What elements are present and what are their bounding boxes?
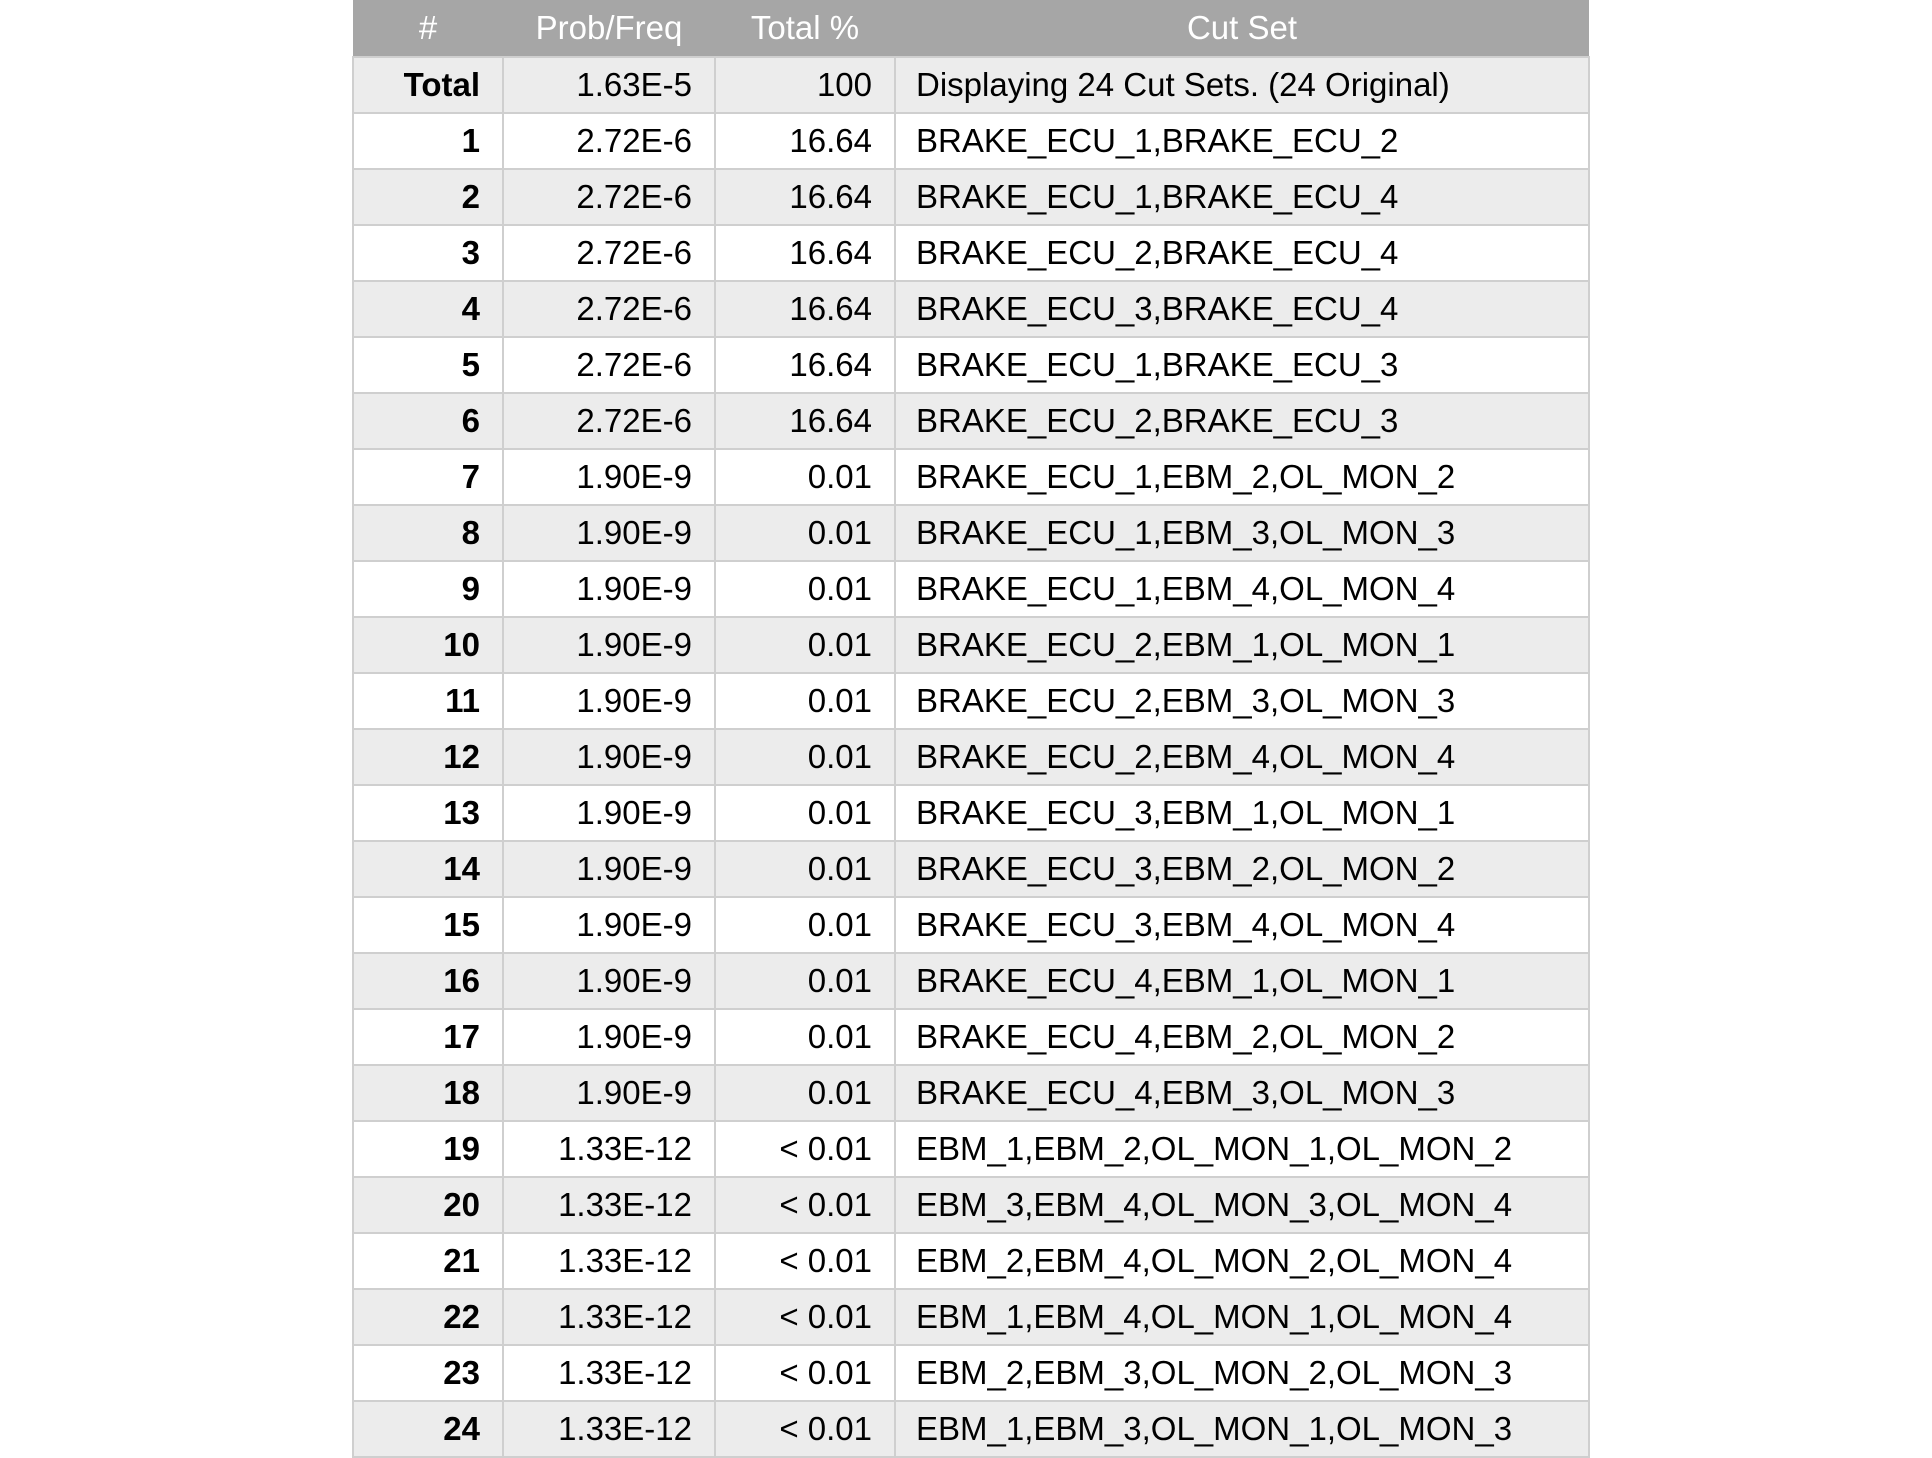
row-number: 14 [353, 841, 503, 897]
row-prob-freq: 2.72E-6 [503, 393, 715, 449]
row-cut-set: BRAKE_ECU_1,EBM_3,OL_MON_3 [895, 505, 1589, 561]
row-total-percent: 0.01 [715, 1065, 895, 1121]
table-row[interactable] [353, 1289, 1589, 1345]
table-row[interactable] [353, 785, 1589, 841]
row-total-percent: 0.01 [715, 1009, 895, 1065]
table-row[interactable] [353, 1345, 1589, 1401]
row-number: 7 [353, 449, 503, 505]
row-cut-set: BRAKE_ECU_3,EBM_4,OL_MON_4 [895, 897, 1589, 953]
row-prob-freq: 1.33E-12 [503, 1289, 715, 1345]
row-total-percent: 0.01 [715, 729, 895, 785]
row-prob-freq: 1.33E-12 [503, 1345, 715, 1401]
row-prob-freq: 1.90E-9 [503, 785, 715, 841]
row-cut-set: EBM_1,EBM_4,OL_MON_1,OL_MON_4 [895, 1289, 1589, 1345]
row-number: 1 [353, 113, 503, 169]
row-total-percent: 100 [715, 57, 895, 113]
row-total-percent: < 0.01 [715, 1289, 895, 1345]
table-row[interactable] [353, 113, 1589, 169]
table-row[interactable] [353, 729, 1589, 785]
row-total-percent: 0.01 [715, 561, 895, 617]
table-row[interactable] [353, 897, 1589, 953]
row-number: 13 [353, 785, 503, 841]
row-total-percent: 16.64 [715, 113, 895, 169]
row-prob-freq: 1.90E-9 [503, 897, 715, 953]
row-prob-freq: 1.63E-5 [503, 57, 715, 113]
row-number: 6 [353, 393, 503, 449]
table-row[interactable] [353, 841, 1589, 897]
row-total-percent: < 0.01 [715, 1345, 895, 1401]
table-row[interactable] [353, 1233, 1589, 1289]
total-row[interactable] [353, 57, 1589, 113]
row-number: 21 [353, 1233, 503, 1289]
row-number: 15 [353, 897, 503, 953]
table-row[interactable] [353, 225, 1589, 281]
row-prob-freq: 2.72E-6 [503, 281, 715, 337]
row-prob-freq: 1.90E-9 [503, 449, 715, 505]
row-total-percent: 0.01 [715, 785, 895, 841]
row-total-percent: 0.01 [715, 673, 895, 729]
row-cut-set: EBM_3,EBM_4,OL_MON_3,OL_MON_4 [895, 1177, 1589, 1233]
row-number: 12 [353, 729, 503, 785]
row-cut-set: BRAKE_ECU_2,BRAKE_ECU_3 [895, 393, 1589, 449]
table-row[interactable] [353, 1177, 1589, 1233]
row-number: Total [353, 57, 503, 113]
row-total-percent: 16.64 [715, 169, 895, 225]
row-cut-set: BRAKE_ECU_3,EBM_2,OL_MON_2 [895, 841, 1589, 897]
table-row[interactable] [353, 561, 1589, 617]
table-row[interactable] [353, 169, 1589, 225]
row-prob-freq: 1.90E-9 [503, 1065, 715, 1121]
row-cut-set: BRAKE_ECU_4,EBM_2,OL_MON_2 [895, 1009, 1589, 1065]
row-cut-set: BRAKE_ECU_1,EBM_4,OL_MON_4 [895, 561, 1589, 617]
header-cut-set[interactable]: Cut Set [895, 0, 1589, 57]
row-cut-set: BRAKE_ECU_1,BRAKE_ECU_4 [895, 169, 1589, 225]
row-number: 19 [353, 1121, 503, 1177]
row-number: 3 [353, 225, 503, 281]
row-cut-set: BRAKE_ECU_1,BRAKE_ECU_3 [895, 337, 1589, 393]
row-number: 9 [353, 561, 503, 617]
row-total-percent: 16.64 [715, 337, 895, 393]
row-cut-set: BRAKE_ECU_4,EBM_3,OL_MON_3 [895, 1065, 1589, 1121]
row-total-percent: < 0.01 [715, 1401, 895, 1457]
row-number: 2 [353, 169, 503, 225]
row-prob-freq: 1.33E-12 [503, 1121, 715, 1177]
row-cut-set: EBM_1,EBM_2,OL_MON_1,OL_MON_2 [895, 1121, 1589, 1177]
table-row[interactable] [353, 617, 1589, 673]
header-prob-freq[interactable]: Prob/Freq [503, 0, 715, 57]
table-row[interactable] [353, 1121, 1589, 1177]
row-cut-set: BRAKE_ECU_1,EBM_2,OL_MON_2 [895, 449, 1589, 505]
row-total-percent: 0.01 [715, 617, 895, 673]
row-prob-freq: 1.33E-12 [503, 1401, 715, 1457]
row-number: 20 [353, 1177, 503, 1233]
table-row[interactable] [353, 673, 1589, 729]
table-row[interactable] [353, 449, 1589, 505]
row-number: 23 [353, 1345, 503, 1401]
row-cut-set: BRAKE_ECU_3,BRAKE_ECU_4 [895, 281, 1589, 337]
row-cut-set: BRAKE_ECU_2,EBM_4,OL_MON_4 [895, 729, 1589, 785]
row-number: 10 [353, 617, 503, 673]
header-row [353, 0, 1589, 57]
row-cut-set: BRAKE_ECU_2,EBM_1,OL_MON_1 [895, 617, 1589, 673]
table-row[interactable] [353, 337, 1589, 393]
row-total-percent: 16.64 [715, 225, 895, 281]
row-number: 22 [353, 1289, 503, 1345]
header-total-percent[interactable]: Total % [715, 0, 895, 57]
row-cut-set: EBM_2,EBM_3,OL_MON_2,OL_MON_3 [895, 1345, 1589, 1401]
table-row[interactable] [353, 1009, 1589, 1065]
row-prob-freq: 1.90E-9 [503, 729, 715, 785]
row-number: 11 [353, 673, 503, 729]
row-prob-freq: 2.72E-6 [503, 169, 715, 225]
table-header [353, 0, 1589, 57]
row-total-percent: < 0.01 [715, 1233, 895, 1289]
row-prob-freq: 1.90E-9 [503, 617, 715, 673]
table-row[interactable] [353, 393, 1589, 449]
row-total-percent: < 0.01 [715, 1177, 895, 1233]
table-row[interactable] [353, 1401, 1589, 1457]
table-body [353, 57, 1589, 1457]
row-prob-freq: 2.72E-6 [503, 337, 715, 393]
row-prob-freq: 1.33E-12 [503, 1233, 715, 1289]
row-prob-freq: 1.90E-9 [503, 953, 715, 1009]
row-number: 5 [353, 337, 503, 393]
row-number: 8 [353, 505, 503, 561]
row-cut-set: BRAKE_ECU_2,EBM_3,OL_MON_3 [895, 673, 1589, 729]
row-cut-set: BRAKE_ECU_2,BRAKE_ECU_4 [895, 225, 1589, 281]
row-cut-set: BRAKE_ECU_3,EBM_1,OL_MON_1 [895, 785, 1589, 841]
row-cut-set: Displaying 24 Cut Sets. (24 Original) [895, 57, 1589, 113]
row-total-percent: 0.01 [715, 897, 895, 953]
row-total-percent: 0.01 [715, 953, 895, 1009]
row-cut-set: EBM_1,EBM_3,OL_MON_1,OL_MON_3 [895, 1401, 1589, 1457]
row-prob-freq: 1.90E-9 [503, 673, 715, 729]
row-total-percent: < 0.01 [715, 1121, 895, 1177]
row-number: 17 [353, 1009, 503, 1065]
row-total-percent: 0.01 [715, 841, 895, 897]
row-cut-set: BRAKE_ECU_1,BRAKE_ECU_2 [895, 113, 1589, 169]
table-row[interactable] [353, 505, 1589, 561]
row-prob-freq: 2.72E-6 [503, 113, 715, 169]
row-number: 24 [353, 1401, 503, 1457]
row-prob-freq: 2.72E-6 [503, 225, 715, 281]
row-prob-freq: 1.90E-9 [503, 561, 715, 617]
row-number: 16 [353, 953, 503, 1009]
row-prob-freq: 1.90E-9 [503, 841, 715, 897]
row-prob-freq: 1.90E-9 [503, 1009, 715, 1065]
cut-sets-table [352, 0, 1590, 1458]
row-cut-set: BRAKE_ECU_4,EBM_1,OL_MON_1 [895, 953, 1589, 1009]
table-row[interactable] [353, 1065, 1589, 1121]
row-total-percent: 0.01 [715, 505, 895, 561]
row-number: 4 [353, 281, 503, 337]
row-total-percent: 16.64 [715, 393, 895, 449]
table-row[interactable] [353, 953, 1589, 1009]
row-total-percent: 16.64 [715, 281, 895, 337]
table-row[interactable] [353, 281, 1589, 337]
row-cut-set: EBM_2,EBM_4,OL_MON_2,OL_MON_4 [895, 1233, 1589, 1289]
row-number: 18 [353, 1065, 503, 1121]
header-number[interactable]: # [353, 0, 503, 57]
row-prob-freq: 1.33E-12 [503, 1177, 715, 1233]
row-prob-freq: 1.90E-9 [503, 505, 715, 561]
row-total-percent: 0.01 [715, 449, 895, 505]
